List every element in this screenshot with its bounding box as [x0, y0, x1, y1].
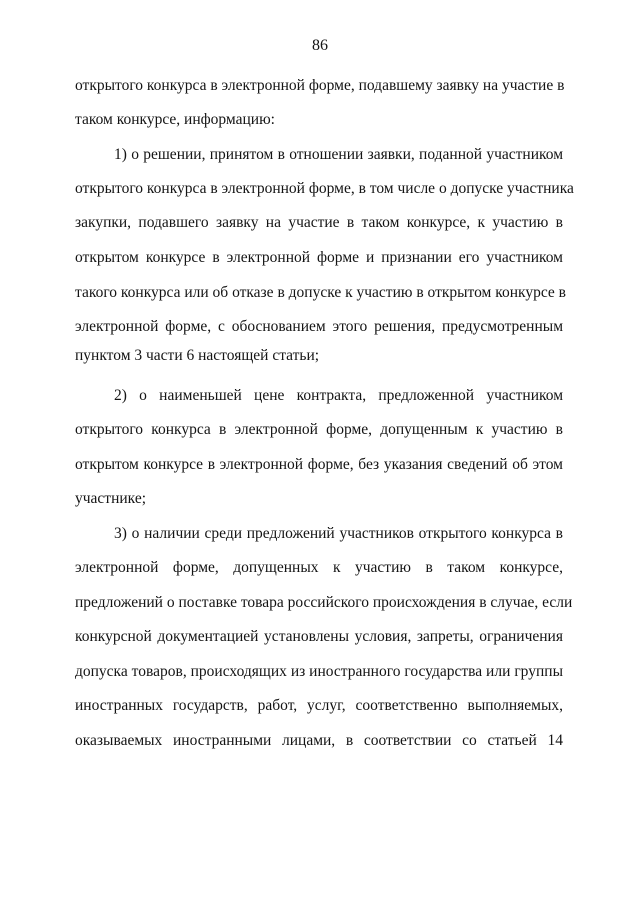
text-line: открытого конкурса в электронной форме, подавшему заявку на участие в: [75, 77, 565, 94]
text-line: такого конкурса или об отказе в допуске к участию в открытом конкурсе в: [75, 284, 566, 301]
page-number: 86: [312, 37, 328, 54]
text-line: оказываемых иностранными лицами, в соответствии со статьей 14: [75, 732, 563, 749]
text-line: допуска товаров, происходящих из иностранного государства или группы: [75, 663, 563, 680]
text-line: иностранных государств, работ, услуг, соответственно выполняемых,: [75, 697, 563, 714]
text-line: 2) о наименьшей цене контракта, предложенной участником: [114, 387, 563, 404]
text-line: таком конкурсе, информацию:: [75, 111, 275, 128]
text-line: конкурсной документацией установлены условия, запреты, ограничения: [75, 628, 563, 645]
text-line: 1) о решении, принятом в отношении заявки, поданной участником: [114, 146, 563, 163]
text-line: открытом конкурсе в электронной форме и признании его участником: [75, 249, 563, 266]
text-line: предложений о поставке товара российского происхождения в случае, если: [75, 594, 573, 611]
text-line: закупки, подавшего заявку на участие в таком конкурсе, к участию в: [75, 214, 563, 231]
text-line: открытого конкурса в электронной форме, в том числе о допуске участника: [75, 180, 574, 197]
text-line: открытого конкурса в электронной форме, допущенным к участию в: [75, 421, 563, 438]
text-line: участнике;: [75, 490, 146, 507]
text-line: электронной форме, с обоснованием этого решения, предусмотренным: [75, 318, 563, 335]
text-line: электронной форме, допущенных к участию в таком конкурсе,: [75, 559, 563, 576]
text-line: 3) о наличии среди предложений участников открытого конкурса в: [114, 525, 563, 542]
text-line: открытом конкурсе в электронной форме, без указания сведений об этом: [75, 456, 563, 473]
text-line: пунктом 3 части 6 настоящей статьи;: [75, 347, 320, 364]
